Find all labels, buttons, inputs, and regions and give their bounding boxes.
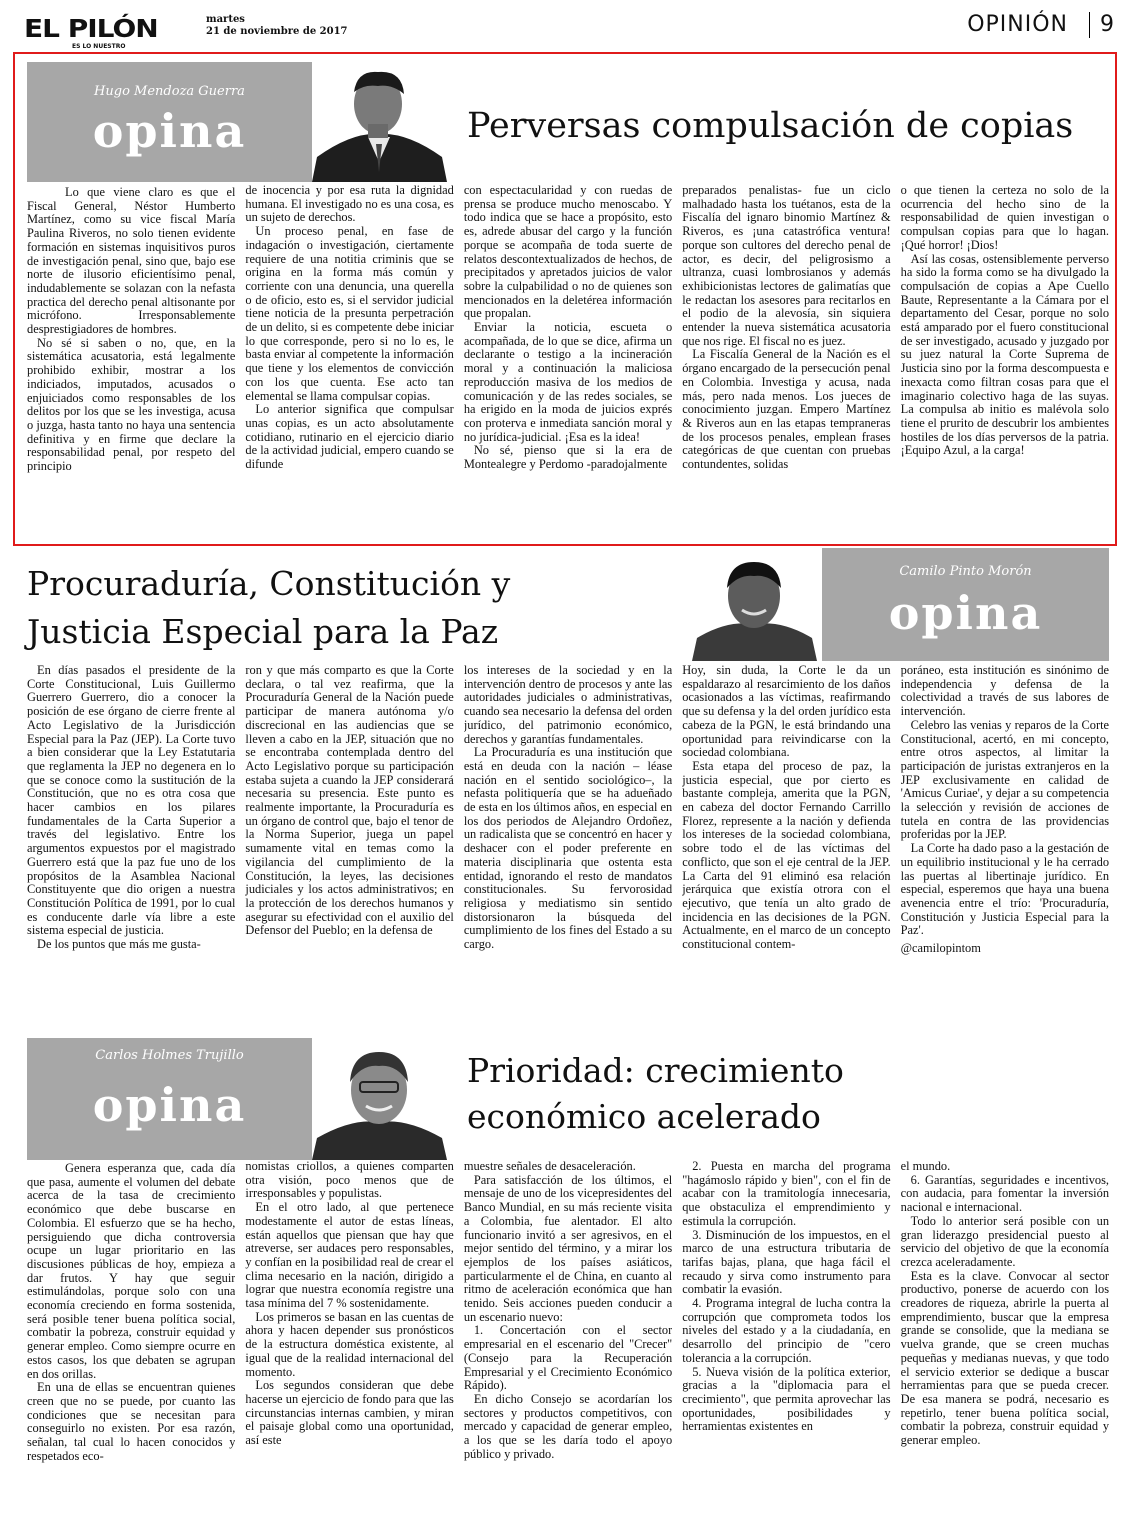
paragraph: De los puntos que más me gusta- <box>37 937 201 952</box>
article-column <box>27 1160 235 1510</box>
paragraph: o que tienen la certeza no solo de la ocurrencia del hecho sino de la responsabilidad de quien investigan o compulsan copias para que lo hagan. ¡Qué horror! ¡Dios! <box>900 184 1110 252</box>
article-column <box>901 664 1109 1054</box>
paragraph: muestre señales de desaceleración. <box>463 1160 636 1173</box>
newspaper-logo: EL PILÓN <box>24 13 158 44</box>
paragraph: Así las cosas, ostensiblemente perverso ha sido la forma como se ha divulgado la compulsación de copias a Ape Cuello Baute, Representante a la Cámara por el departamento del Cesar, porque no solo está amparado por el fuero constitucional de ser investigado, acusado y juzgado por su juez natural la Corte Suprema de Justicia sino por la forma descompuesta e inexacta como filtran cosas para que el imaginario colectivo haga de las suyas. La compulsa ab initio es malévola solo tiene el prurito de descubrir los ambientes hostiles de los días perversos de la patria. ¡Equipo Azul, a la carga! <box>900 251 1110 458</box>
paragraph: No sé, pienso que si la era de Montealegre y Perdomo -paradojalmente <box>463 443 673 472</box>
article-column <box>682 1160 890 1510</box>
title-line: Prioridad: crecimiento <box>467 1051 844 1090</box>
paragraph: 4. Programa integral de lucha contra la corrupción que comprometa todos los niveles del estado y a la ciudadanía, en desarrollo del principio de "cero tolerancia a la corrupción. <box>682 1296 891 1365</box>
article-title <box>467 1048 844 1140</box>
article-column <box>245 184 453 538</box>
title-line: económico acelerado <box>467 1097 821 1136</box>
opina-label: opina <box>92 1078 247 1132</box>
article-column <box>682 184 890 538</box>
paragraph: Los primeros se basan en las cuentas de ahora y hacen depender sus pronósticos de la estructura doméstica existente, al igual que de la realidad internacional del momento. <box>245 1309 454 1379</box>
opina-label: opina <box>92 104 247 158</box>
paragraph: La Fiscalía General de la Nación es el órgano encargado de la persecución penal en Colombia. Investiga y acusa, nada más, pero nada menos. Los jueces de conocimiento juzgan. Empero Martínez & Riveros aun en las etapas tempraneras de los procesos penales, emplean frases categóricas de que cuentan con pruebas contundentes, solidas <box>682 347 891 472</box>
paragraph: poráneo, esta institución es sinónimo de independencia y defensa de la colectividad a través de sus labores de intervención. <box>900 664 1110 719</box>
article-body <box>27 1160 1109 1510</box>
paragraph: 3. Disminución de los impuestos, en el marco de una estructura tributaria de tarifas bajas, plana, que haga fácil el recaudo y sirva como instrumento para combatir la evasión. <box>682 1227 891 1297</box>
logo-tagline: ES LO NUESTRO <box>72 43 126 50</box>
paragraph: 6. Garantías, seguridades e incentivos, con audacia, para fomentar la inversión nacional e internacional. <box>900 1172 1110 1215</box>
paragraph: nomistas criollos, a quienes comparten otra visión, poco menos que de irresponsables y populistas. <box>245 1160 454 1201</box>
paragraph: Para satisfacción de los últimos, el mensaje de uno de los vicepresidentes del Banco Mundial, en su más reciente visita a Colombia, fue alentador. El alto funcionario invitó a ser agresivos, en el mejor sentido del término, y a mirar los ejemplos de los países asiáticos, particularmente el de China, en cuanto al ritmo de aceleración económica que han tenido. Seis acciones pueden conducir a un escenario nuevo: <box>463 1172 673 1324</box>
paragraph: En días pasados el presidente de la Corte Constitucional, Luis Guillermo Guerrero Guerrero, dio a conocer la posición de ese órgano de cierre frente al Acto Legislativo de la Jurisdicción Especial para la Paz (JEP). La Corte tuvo a bien considerar que la Ley Estatutaria que reglamenta la JEP no degenera en lo que se conoce como la sustitución de la Constitución, que no es otra cosa que hacer cambios en los pilares fundamentales de la Carta Superior a través del legislativo. Entre los argumentos expuestos por el magistrado Guerrero está que la paz fue uno de los propósitos de la Asamblea Nacional Constituyente que dio origen a nuestra Constitución Política de 1991, por lo cual es conducente darle vía libre a este sistema especial de justicia. <box>27 664 236 938</box>
paragraph: 5. Nueva visión de la política exterior, gracias a la "diplomacia para el crecimiento", que permita aprovechar las oportunidades, posibilidades y herramientas existentes en <box>682 1364 891 1434</box>
page-number: 9 <box>1089 12 1114 38</box>
paragraph: Un proceso penal, en fase de indagación o investigación, ciertamente requiere de una notitia criminis que se origina en la forma más común y corriente con una denuncia, una querella o de oficio, esto es, si el servidor judicial tiene noticia de la presunta perpetración de un delito, si es competente debe iniciar lo que corresponde, pero si no lo es, le basta enviar al competente la información que tiene y los elementos de convicción con los que cuenta. Ese acto tan elemental se llama compulsar copias. <box>245 224 454 403</box>
paragraph: Los segundos consideran que debe hacerse un ejercicio de fondo para que las circunstancias internas cambien, y miran el paisaje global como una oportunidad, así este <box>245 1378 454 1448</box>
title-line: Justicia Especial para la Paz <box>27 612 499 651</box>
paragraph: de inocencia y por esa ruta la dignidad humana. El investigado no es una cosa, es un sujeto de derechos. <box>245 184 454 225</box>
article-column <box>245 664 453 1054</box>
author-name: Hugo Mendoza Guerra <box>94 84 245 99</box>
paragraph: En el otro lado, al que pertenece modestamente el autor de estas líneas, están aquellos que piensan que hay que atreverse, ser audaces pero responsables, y confían en la posibilidad real de crear el clima necesario en la nación, dirigido a lograr que nuestra economía registre una tasa mínima del 7 % sostenidamente. <box>245 1200 454 1311</box>
opina-label: opina <box>888 586 1043 640</box>
article-column <box>464 1160 672 1510</box>
author-photo <box>312 62 447 182</box>
article-body <box>27 664 1109 1054</box>
opina-box-1 <box>27 62 312 182</box>
paragraph: Celebro las venias y reparos de la Corte Constitucional, acertó, en mi concepto, entre otros aspectos, al limitar la participación de juristas extranjeros en la JEP exclusivamente en calidad de 'Amicus Curiae', y dejar a su competencia la selección y revisión de acciones de tutela en contra de las providencias proferidas por la JEP. <box>900 717 1110 842</box>
paragraph: preparados penalistas- fue un ciclo malhadado hasta los tuétanos, esta de la Fiscalía del ignaro binomio Martínez & Riveros, es ¡una catastrófica ventura! porque son cultores del derecho penal de actor, es decir, del peligrosismo a ultranza, cuasi lombrosianos y además exhibicionistas lectores de galimatías que le redactan los asesores para recitarlos en el podio de la alevosía, sin siquiera entender la nueva sistemática acusatoria que nos rige. El fiscal no es juez. <box>682 184 891 348</box>
author-photo <box>312 1038 447 1160</box>
paragraph: La Procuraduría es una institución que está en deuda con la nación – léase nación en el sentido sociológico–, la nefasta politiquería que se ha adueñado de esta en los últimos años, en especial en los dos periodos de Alejandro Ordoñez, un radicalista que se concentró en hacer y deshacer con el poder preferente en materia disciplinaria que ostenta esta entidad, ignorando el resto de mandatos constitucionales. Su fervorosidad religiosa y mediatismo sin sentido distorsionaron la búsqueda del cumplimiento de los fines del Estado a su cargo. <box>463 745 673 952</box>
opina-box-2 <box>822 548 1109 661</box>
article-column <box>682 664 890 1054</box>
paragraph: Hoy, sin duda, la Corte le da un espaldarazo al resarcimiento de los daños ocasionados a las víctimas, reafirmando que su defensa y la del orden jurídico esta cabeza de la PGN, le está brindando una oportunidad para reivindicarse con la sociedad colombiana. <box>682 664 891 760</box>
masthead <box>24 8 1114 48</box>
paragraph: Enviar la noticia, escueta o acompañada, de lo que se dice, afirma un declarante o testigo a la incineración moral y a continuación la maliciosa reproducción masiva de los medios de comunicación y de las redes sociales, se ha erigido en la moda de juicios exprés con proterva e inmediata sanción moral y no jurídica-judicial. ¡Esa es la idea! <box>463 320 673 444</box>
paragraph: Lo que viene claro es que el Fiscal General, Néstor Humberto Martínez, como su vice fiscal María Paulina Riveros, no solo tienen evidente formación en sistemas inquisitivos puros de investigación penal, sino que, bajo ese norte de ilusorio eficientísimo penal, indudablemente se solazan con la nefasta practica del derecho penal altisonante por micrófono. Irresponsablemente desprestigiadores de hombres. <box>27 185 236 337</box>
author-portrait-image <box>312 62 447 182</box>
paragraph: ron y que más comparto es que la Corte declara, o tal vez reafirma, que la Procuraduría General de la Nación puede participar de manera autónoma y/o discrecional en las audiencias que se lleven a cabo en la JEP, situación que no se encontraba contemplada dentro del Acto Legislativo porque su participación estaba sujeta a cuando la JEP considerará necesaria su presencia. Este punto es realmente importante, la Procuraduría es un órgano de control que, bajo el tenor de la Norma Superior, juega un papel sumamente vital en temas como la vigilancia del cumplimiento de la Constitución, la leyes, las decisiones judiciales y los actos administrativos; en la protección de los derechos humanos y asegurar su efectividad con el auxilio del Defensor del Pueblo; en la defensa de <box>245 664 454 938</box>
issue-full-date: 21 de noviembre de 2017 <box>206 26 348 37</box>
author-photo <box>687 548 822 661</box>
issue-day: martes <box>206 14 245 25</box>
article-column <box>464 664 672 1054</box>
paragraph: los intereses de la sociedad y en la intervención dentro de procesos y ante las autoridades judiciales o administrativas, cuando sea necesario la defensa del orden jurídico, del patrimonio económico, derechos y garantías fundamentales. <box>463 664 673 746</box>
paragraph: el mundo. <box>900 1160 951 1173</box>
title-line: Procuraduría, Constitución y <box>27 564 511 603</box>
article-column <box>901 1160 1109 1510</box>
article-column <box>901 184 1109 538</box>
paragraph: Todo lo anterior será posible con un gran liderazgo presidencial puesto al servicio del objetivo de que la economía crezca aceleradamente. <box>900 1213 1110 1269</box>
article-body <box>27 184 1109 538</box>
article-column <box>27 664 235 1054</box>
paragraph: Lo anterior significa que compulsar unas copias, es un acto absolutamente cotidiano, rutinario en el ejercicio diario de la actividad judicial, empero cuando se difunde <box>245 402 454 472</box>
paragraph: 1. Concertación con el sector empresarial en el escenario del "Crecer" (Consejo para la Recuperación Empresarial y el Crecimiento Económico Rápido). <box>463 1323 673 1393</box>
paragraph: 2. Puesta en marcha del programa "hagámoslo rápido y bien", con el fin de acabar con la tramitología innecesaria, que obstaculiza el emprendimiento y estimula la corrupción. <box>682 1160 891 1228</box>
author-name: Carlos Holmes Trujillo <box>95 1048 244 1063</box>
article-title <box>27 560 510 656</box>
paragraph: No sé si saben o no, que, en la sistemática acusatoria, está legalmente prohibido exhibir, mostrar a los indiciados, imputados, acusados o enjuiciados como responsables de los delitos por los que se les investiga, acusa o juzga, hasta tanto no haya una sentencia definitiva y en firme que declare la responsabilidad penal, por respeto del principio <box>27 335 236 474</box>
article-column <box>245 1160 453 1510</box>
paragraph: Esta etapa del proceso de paz, la justicia especial, que por cierto es bastante compleja, amerita que la PGN, en cabeza del doctor Fernando Carrillo Florez, represente a la nación y defienda los intereses de la sociedad colombiana, sobre todo el de las víctimas del conflicto, que son el eje central de la JEP. La Carta del 91 eliminó esa relación jerárquica que existía otrora con el ejecutivo, que tenía un alto grado de incidencia en las decisiones de la PGN. Actualmente, en el marco de un concepto constitucional contem- <box>682 758 891 952</box>
author-portrait-image <box>687 548 822 661</box>
author-name: Camilo Pinto Morón <box>899 564 1032 579</box>
author-social-handle: @camilopintom <box>900 941 981 956</box>
issue-date <box>206 14 348 38</box>
article-title: Perversas compulsación de copias <box>467 106 1074 146</box>
paragraph: Esta es la clave. Convocar al sector productivo, ponerse de acuerdo con los creadores de riqueza, abrirle la puerta al emprendimiento, buscar que la empresa grande se consolide, que la mediana se vuelva grande, que se creen muchas pequeñas y medianas nuevas, y que todo el servicio exterior se dedique a buscar herramientas para que se pueda crecer. De esa manera se podrá, necesario es repetirlo, tener buena política social, combatir la pobreza, construir equidad y generar empleo. <box>900 1268 1110 1448</box>
paragraph: Genera esperanza que, cada día que pasa, aumente el volumen del debate acerca de la tasa de crecimiento económico que debe buscarse en Colombia. El esfuerzo que se ha hecho, persiguiendo que dicha controversia ocupe un lugar prioritario en las discusiones públicas de hoy, empieza a dar frutos. Y hay que seguir estimulándolas, porque solo con una economía creciendo en forma sostenida, será posible tener buena política social, combatir la pobreza, construir equidad y generar empleo. Como siempre ocurre en estos casos, los que debaten se agrupan en dos orillas. <box>27 1161 236 1381</box>
paragraph: con espectacularidad y con ruedas de prensa se produce mucho menoscabo. Y todo indica que se hace a propósito, esto es, adrede abusar del cargo y la función porque se acompaña de toda suerte de relatos descontextualizados de hechos, de precipitados y apretados juicios de valor sobre la culpabilidad o no de quienes son mencionados en la deletérea información que propalan. <box>463 184 673 321</box>
article-column <box>27 184 235 538</box>
paragraph: La Corte ha dado paso a la gestación de un equilibrio institucional y le ha cerrado las puertas al libertinaje jurídico. En especial, esperemos que haya una buena avenencia entre el trío: 'Procuraduría, Constitución y Justicia Especial para la Paz'. <box>900 841 1110 938</box>
paragraph: En dicho Consejo se acordarían los sectores y productos competitivos, con mercado y capacidad de generar empleo, a los que se les daría todo el apoyo público y privado. <box>463 1391 673 1461</box>
paragraph: En una de ellas se encuentran quienes creen que no se puede, por cuanto las condiciones que se necesitan para conseguirlo no existen. Por esa razón, señalan, tal cual lo hacen conocidos y respetados eco- <box>27 1380 236 1463</box>
author-portrait-image <box>312 1038 447 1160</box>
section-title: OPINIÓN <box>967 12 1068 37</box>
article-column <box>464 184 672 538</box>
opina-box-3 <box>27 1038 312 1160</box>
